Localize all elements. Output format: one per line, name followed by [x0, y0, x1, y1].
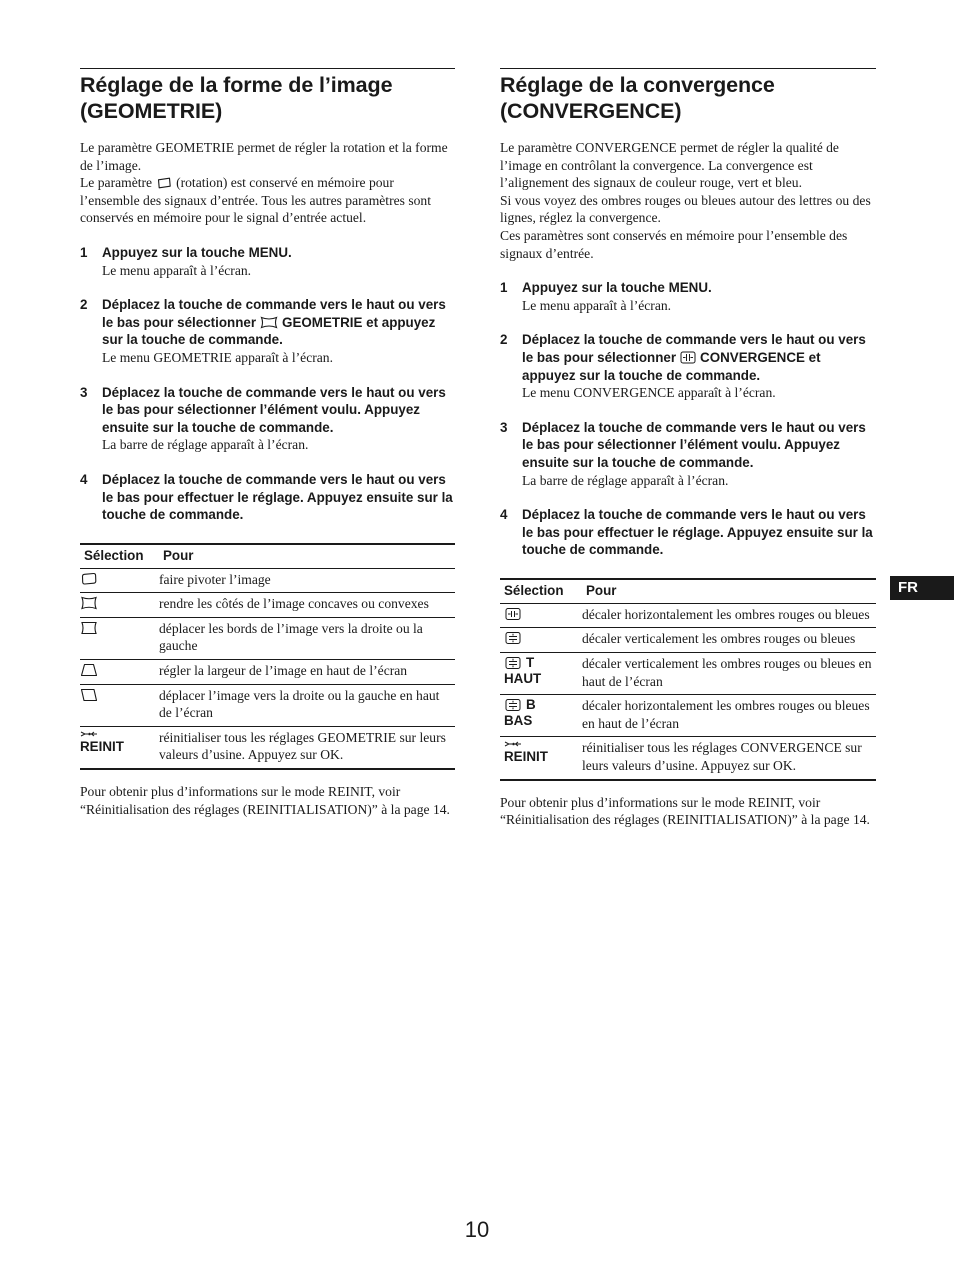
geometry-selection-table [80, 543, 455, 770]
reset-arrow-icon [504, 739, 582, 749]
convergence-section [500, 68, 876, 842]
step-item [500, 279, 876, 314]
step-title: Déplacez la touche de commande vers le haut ou vers le bas pour sélectionner l’élément voulu. Appuyez ensuite sur la touche de commande. [522, 419, 866, 470]
pin-balance-icon [80, 620, 159, 636]
page-number: 10 [464, 1217, 490, 1242]
table-row [500, 603, 876, 628]
geometry-menu-icon [260, 316, 278, 329]
step-number: 3 [80, 384, 88, 400]
reset-label: REINIT [80, 738, 124, 754]
section-title: Réglage de la forme de l’image (GEOMETRIE) [80, 73, 393, 123]
section-rule [500, 68, 876, 69]
reset-arrow-icon [80, 729, 159, 739]
table-row [80, 568, 455, 593]
table-row [80, 660, 455, 685]
table-row [80, 726, 455, 769]
step-title: Appuyez sur la touche MENU. [522, 280, 712, 296]
vertical-convergence-icon [504, 697, 522, 713]
table-cell: déplacer les bords de l’image vers la droite ou la gauche [159, 617, 455, 659]
footnote: Pour obtenir plus d’informations sur le mode REINIT, voir “Réinitialisation des réglages (REINITIALISATION)” à la page 14. [500, 794, 870, 828]
reset-label: REINIT [504, 749, 548, 765]
step-item [80, 471, 455, 524]
table-cell: déplacer l’image vers la droite ou la gauche en haut de l’écran [159, 684, 455, 726]
table-row [80, 617, 455, 659]
intro-paragraph: Le paramètre CONVERGENCE permet de régler la qualité de l’image en contrôlant la convergence. La convergence est l’alignement des signaux de couleur rouge, vert et bleu. [500, 140, 839, 191]
step-number: 2 [80, 297, 88, 313]
trapezoid-icon [80, 662, 159, 678]
footnote: Pour obtenir plus d’informations sur le mode REINIT, voir “Réinitialisation des réglages (REINITIALISATION)” à la page 14. [80, 784, 450, 817]
intro-paragraph: Le paramètre GEOMETRIE permet de régler la rotation et la forme de l’image. [80, 140, 448, 173]
step-title: Déplacez la touche de commande vers le haut ou vers le bas pour sélectionner GEOMETRIE et appuyez sur la touche de commande. [102, 297, 446, 348]
step-number: 2 [500, 332, 508, 348]
convergence-menu-icon [680, 351, 696, 364]
section-intro [80, 139, 455, 227]
section-intro [500, 139, 876, 262]
step-item [80, 296, 455, 366]
bottom-sub-label: BAS [504, 713, 533, 729]
bottom-label: B [526, 697, 536, 713]
table-cell: décaler horizontalement les ombres rouges ou bleues [582, 603, 876, 628]
intro-paragraph: Ces paramètres sont conservés en mémoire pour l’ensemble des signaux d’entrée. [500, 227, 848, 261]
step-title: Déplacez la touche de commande vers le haut ou vers le bas pour effectuer le réglage. Appuyez ensuite sur la touche de commande. [102, 471, 453, 523]
top-sub-label: HAUT [504, 671, 542, 687]
step-number: 1 [80, 244, 88, 260]
steps-list [500, 279, 876, 559]
table-row [500, 628, 876, 653]
column-header: Sélection [80, 544, 159, 569]
pincushion-icon [80, 595, 159, 611]
step-number: 4 [500, 507, 508, 523]
step-number: 1 [500, 280, 508, 296]
step-note: La barre de réglage apparaît à l’écran. [102, 437, 309, 453]
parallelogram-icon [80, 687, 159, 703]
step-item [500, 506, 876, 559]
table-cell: réinitialiser tous les réglages CONVERGENCE sur leurs valeurs d’usine. Appuyez sur OK. [582, 740, 862, 774]
step-title: Déplacez la touche de commande vers le haut ou vers le bas pour sélectionner CONVERGENCE et appuyez sur la touche de commande. [522, 332, 866, 383]
table-row [80, 684, 455, 726]
table-cell: rendre les côtés de l’image concaves ou convexes [159, 593, 455, 618]
step-note: Le menu CONVERGENCE apparaît à l’écran. [522, 385, 776, 401]
step-note: Le menu apparaît à l’écran. [102, 262, 252, 278]
top-label: T [526, 655, 535, 671]
table-header-row [80, 544, 455, 569]
step-note: La barre de réglage apparaît à l’écran. [522, 472, 729, 488]
section-title: Réglage de la convergence (CONVERGENCE) [500, 73, 775, 123]
step-item [80, 244, 455, 279]
step-number: 4 [80, 471, 88, 487]
vertical-convergence-icon [504, 630, 582, 646]
step-title: Appuyez sur la touche MENU. [102, 244, 292, 260]
table-cell: régler la largeur de l’image en haut de l’écran [159, 660, 455, 685]
step-item [500, 331, 876, 401]
horizontal-convergence-icon [504, 606, 582, 622]
rotation-icon [80, 571, 159, 587]
table-header-row [500, 579, 876, 604]
table-cell: décaler verticalement les ombres rouges ou bleues en haut de l’écran [582, 653, 876, 695]
step-title: Déplacez la touche de commande vers le haut ou vers le bas pour sélectionner l’élément voulu. Appuyez ensuite sur la touche de commande. [102, 384, 446, 435]
table-row [500, 653, 876, 695]
table-row [80, 593, 455, 618]
table-cell: décaler horizontalement les ombres rouges ou bleues en haut de l’écran [582, 695, 876, 737]
language-tab: FR [890, 576, 954, 600]
table-cell: faire pivoter l’image [159, 568, 455, 593]
step-item [500, 419, 876, 489]
step-title: Déplacez la touche de commande vers le haut ou vers le bas pour effectuer le réglage. Appuyez ensuite sur la touche de commande. [522, 507, 873, 558]
intro-paragraph: Le paramètre (rotation) est conservé en mémoire pour l’ensemble des signaux d’entrée. Tous les autres paramètres sont conservés en mémoire pour le signal d’entrée actuel. [80, 175, 431, 226]
step-note: Le menu apparaît à l’écran. [522, 297, 672, 313]
table-cell: réinitialiser tous les réglages GEOMETRIE sur leurs valeurs d’usine. Appuyez sur OK. [159, 729, 446, 763]
intro-paragraph: Si vous voyez des ombres rouges ou bleues autour des lettres ou des lignes, réglez la convergence. [500, 192, 871, 226]
geometry-section [80, 68, 455, 832]
convergence-selection-table [500, 578, 876, 781]
step-note: Le menu GEOMETRIE apparaît à l’écran. [102, 349, 333, 365]
section-rule [80, 68, 455, 69]
step-item [80, 384, 455, 454]
step-number: 3 [500, 419, 508, 435]
table-row [500, 737, 876, 780]
column-header: Pour [582, 579, 876, 604]
column-header: Sélection [500, 579, 582, 604]
rotation-icon [156, 177, 172, 189]
table-cell: décaler verticalement les ombres rouges ou bleues [582, 628, 876, 653]
column-header: Pour [159, 544, 455, 569]
table-row [500, 695, 876, 737]
steps-list [80, 244, 455, 524]
vertical-convergence-icon [504, 655, 522, 671]
